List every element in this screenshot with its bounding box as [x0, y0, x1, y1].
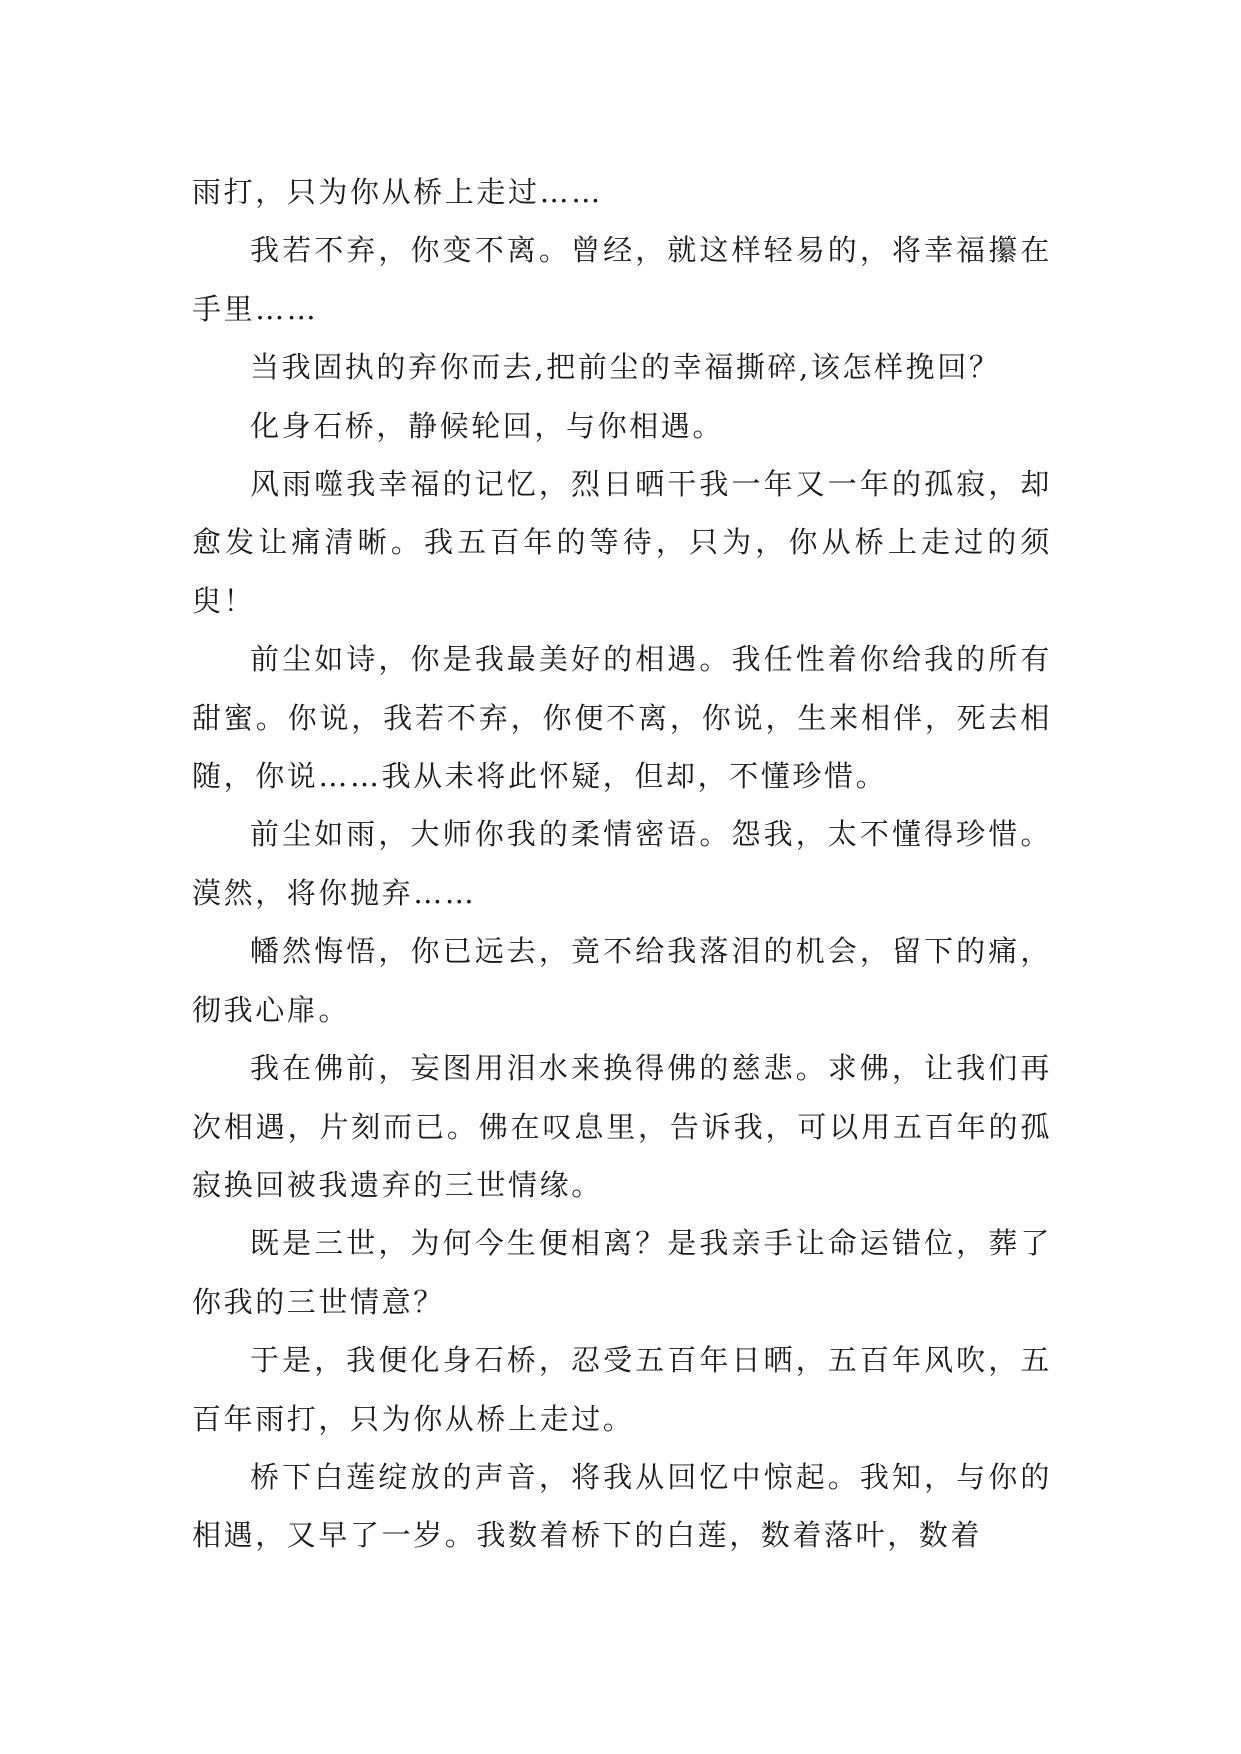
paragraph: 幡然悔悟，你已远去，竟不给我落泪的机会，留下的痛，彻我心扉。 — [192, 934, 1052, 1027]
paragraph: 化身石桥，静候轮回，与你相遇。 — [250, 408, 725, 443]
paragraph: 我在佛前，妄图用泪水来换得佛的慈悲。求佛，让我们再次相遇，片刻而已。佛在叹息里，告诉我，可以用五百年的孤寂换回被我遗弃的三世情缘。 — [192, 1051, 1052, 1202]
paragraph: 风雨噬我幸福的记忆，烈日晒干我一年又一年的孤寂，却愈发让痛清晰。我五百年的等待，只为，你从桥上走过的须臾！ — [192, 467, 1052, 618]
paragraph: 前尘如雨，大师你我的柔情密语。怨我，太不懂得珍惜。漠然，将你抛弃…… — [192, 817, 1052, 910]
document-body — [192, 163, 1052, 1565]
paragraph: 桥下白莲绽放的声音，将我从回忆中惊起。我知，与你的相遇，又早了一岁。我数着桥下的白莲，数着落叶，数着 — [192, 1459, 1052, 1553]
paragraph: 于是，我便化身石桥，忍受五百年日晒，五百年风吹，五百年雨打，只为你从桥上走过。 — [192, 1343, 1052, 1436]
paragraph: 我若不弃，你变不离。曾经，就这样轻易的，将幸福攥在手里…… — [192, 233, 1052, 326]
paragraph: 既是三世，为何今生便相离？是我亲手让命运错位，葬了你我的三世情意？ — [192, 1226, 1052, 1319]
paragraph-continuation: 雨打，只为你从桥上走过…… — [192, 175, 603, 209]
paragraph: 前尘如诗，你是我最美好的相遇。我任性着你给我的所有甜蜜。你说，我若不弃，你便不离，你说，生来相伴，死去相随，你说……我从未将此怀疑，但却，不懂珍惜。 — [192, 642, 1052, 794]
paragraph: 当我固执的弃你而去,把前尘的幸福撕碎,该怎样挽回？ — [250, 350, 1001, 385]
